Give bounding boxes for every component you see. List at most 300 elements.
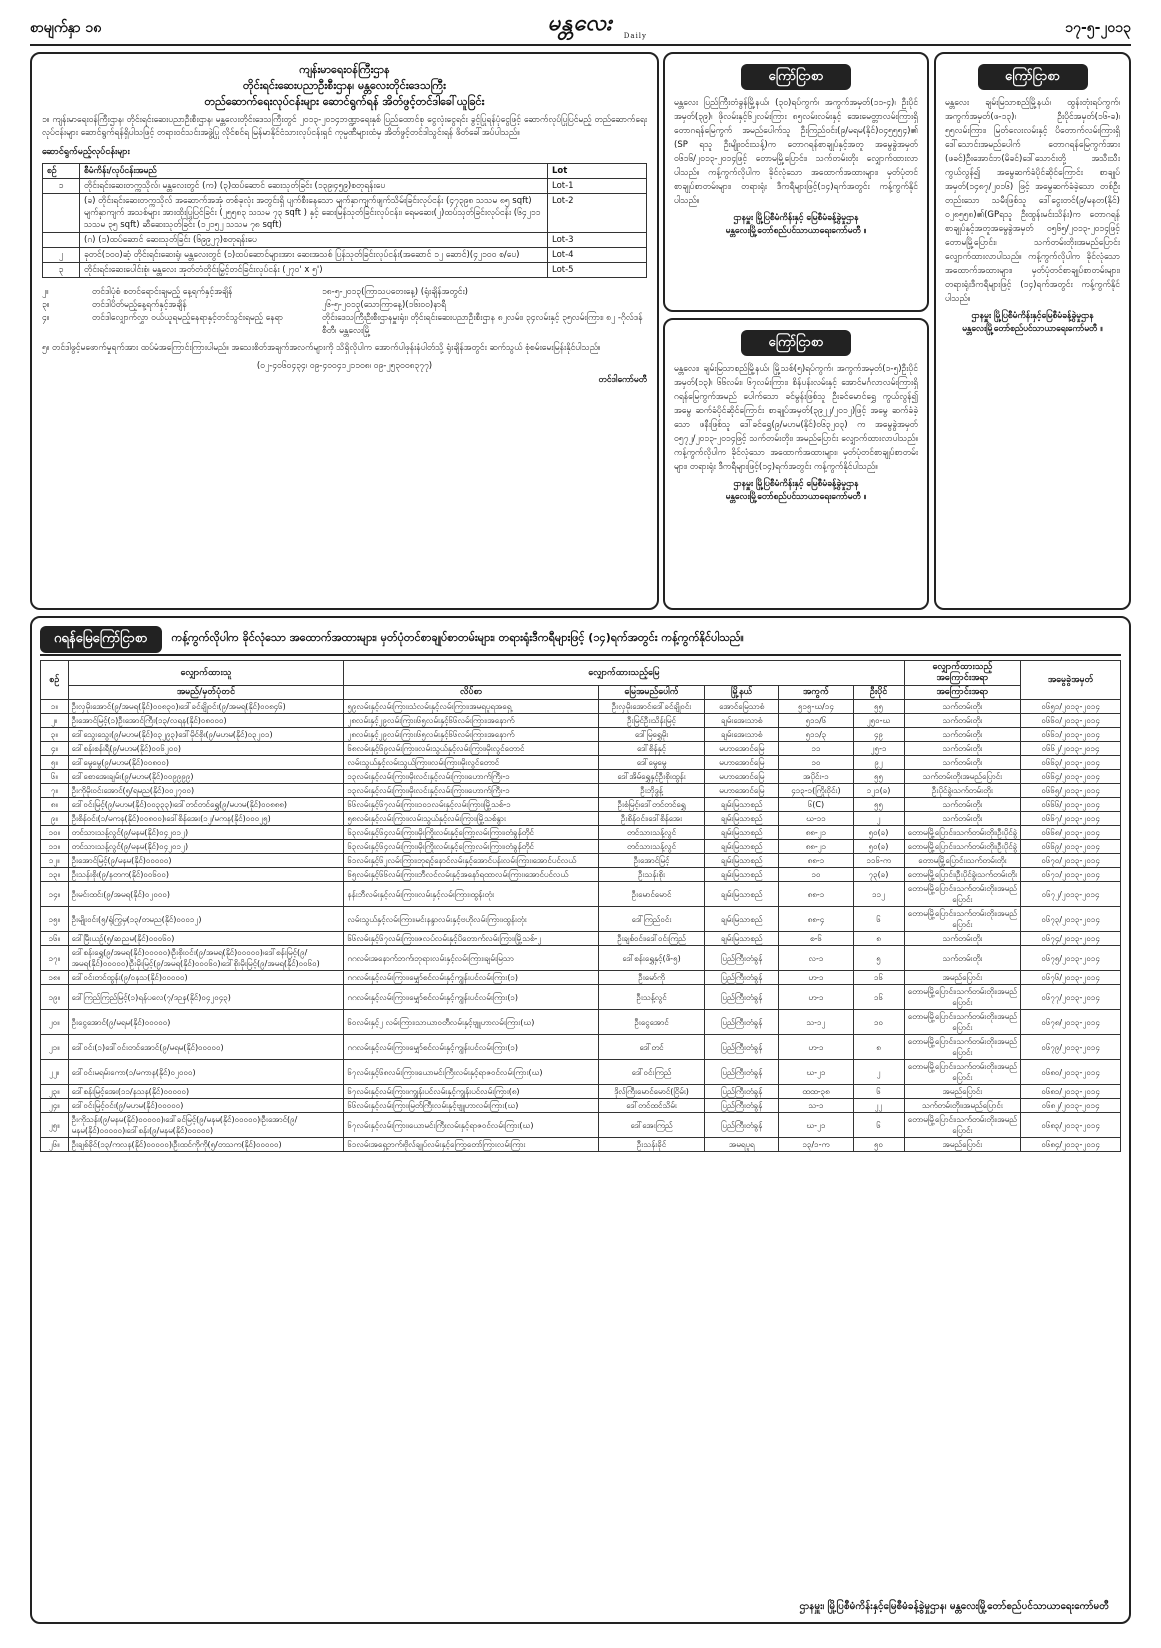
land-plot: ၅၅ (853, 770, 904, 784)
application-subject: အမည်ပြောင်း (904, 1138, 1021, 1152)
applicant-address: လမ်းသွယ်နှင့်လမ်းသွယ်ကြား၊လမ်းကြား၊မိုးလွင်တောင် (344, 756, 599, 770)
land-township: ချမ်းမြသာစည် (705, 798, 779, 812)
application-subject: သက်တမ်းတိုး (904, 932, 1021, 946)
lot-id: Lot-4 (548, 248, 647, 263)
applicant-address: ၅၉လမ်းနှင့်လမ်းကြား၊သံလမ်းနှင့်လမ်းကြား၊အမရပူရအရှေ့ (344, 700, 599, 714)
land-township: ချမ်းမြသာစည် (705, 882, 779, 907)
notice-sign-line: ဌာနမှူး မြို့ပြစီမံကိန်းနှင့်မြေစီမံခန့်ခွဲမှုဌာန (971, 311, 1094, 321)
land-block: ၈၈-၁ (779, 854, 853, 868)
applicant-address: ၅၈လမ်းနှင့်လမ်းကြား၊လမ်းသွယ်နှင့်လမ်းကြား၊မြို့သစ်နွား (344, 812, 599, 826)
land-owner: ဦးငွေအောင် (598, 1010, 704, 1035)
col-header-name: အမည်/မှတ်ပုံတင် (68, 686, 344, 700)
applicant-name: ဦးချစ်ခိုင်(၁၃/ကလန(နိုင်)၀၀၀၀၀)၊ဦးထင်ကိုကို(၅/တသက(နိုင်)၀၀၀၀၀) (68, 1138, 344, 1152)
land-owner: ဒေါ်မွေမွေ (598, 756, 704, 770)
land-block: သ-၁၂ (779, 1010, 853, 1035)
applicant-address: ဂဂလမ်းနှင့်လမ်းကြား၊မျှော်စင်လမ်းနှင့်ကျွန်းပင်လမ်းကြား(၁) (344, 985, 599, 1010)
grant-headline: ကန့်ကွက်လိုပါက ခိုင်လုံသော အထောက်အထားများ၊ မှတ်ပုံတင်စာချုပ်စာတမ်းများ၊ တရားရုံးဒီကရီများဖြင့် (၁၄)ရက်အတွင်း ကန့်ကွက်နိုင်ပါသည်။ (171, 631, 744, 644)
grant-row (41, 1035, 1121, 1060)
applicant-address: ၆၇လမ်းနှင့်၆၈လမ်းကြား၊ယောမင်းကြီးလမ်းနှင့်ရာဇဝင်လမ်းကြား(ဃ) (344, 1060, 599, 1085)
applicant-name: ဦးစိန်ဝင်း(၁/မကန(နိုင်)၀၀၈၀၀)၊ဒေါ်စိန်အေး(၁၂/မကန(နိုင်)၀၀၀၂၅) (68, 812, 344, 826)
application-subject: တောမမြို့ပြောင်း၊ဦးပိုင်ခွဲ၊သက်တမ်းတိုး (904, 868, 1021, 882)
land-plot: ၂၅-၁ (853, 742, 904, 756)
row-no: ၈။ (41, 798, 69, 812)
masthead-logo (505, 8, 655, 40)
land-owner: ဦးသန့်လွင် (598, 985, 704, 1010)
inheritance-ref: ၀၆၇၈/၂၀၁၃-၂၀၁၄ (1021, 1010, 1121, 1035)
land-block: ၈၈-၂၁ (779, 840, 853, 854)
application-subject: သက်တမ်းတိုး (904, 714, 1021, 728)
row-no: ၂၁။ (41, 1035, 69, 1060)
land-block: စ-၆ (779, 932, 853, 946)
notice-sign-line: မန္တလေးမြို့တော်စည်ပင်သာယာရေးကော်မတီ ။ (725, 492, 867, 502)
application-subject: တောမမြို့ပြောင်း၊သက်တမ်းတိုး၊အမည်ပြောင်း (904, 1113, 1021, 1138)
land-township: မဟာအောင်မြေ (705, 742, 779, 756)
applicant-address: လမ်းသွယ်နှင့်လမ်းကြား၊မင်းနန္ဒာလမ်းနှင့်ဗဟိုလမ်းကြား၊ထွန်းတုံး (344, 907, 599, 932)
land-block: ၆(C) (779, 798, 853, 812)
lot-row (43, 194, 647, 233)
schedule-label: တင်ဒါပိတ်မည့်နေ့ရက်နှင့်အချိန် (92, 300, 187, 310)
land-owner: ဒိုလ်ကြီးမောင်မောင်(ငြိမ်း) (598, 1085, 704, 1099)
land-owner: ဦးချစ်ဝင်း၊ဒေါ်ဝင်းကြည် (598, 932, 704, 946)
application-subject: သက်တမ်းတိုး (904, 756, 1021, 770)
applicant-address: ဂဂလမ်းအနောက်ဘက်၊ဘုရားလမ်းနှင့်လမ်းကြား၊ချမ်းမြသာ (344, 946, 599, 971)
tender-title-line: ကျန်းမာရေးဝန်ကြီးဌာန (299, 63, 390, 76)
col-header-plot: ဦးပိုင် (853, 686, 904, 700)
grant-row (41, 1085, 1121, 1099)
lots-header-lot: Lot (548, 164, 647, 179)
land-plot: ၈ (853, 1035, 904, 1060)
applicant-name: ဦးအောင်မြင့်(၉/မနမ(နိုင်)၀၀၀၀၀) (68, 854, 344, 868)
land-plot: ၅၅ (853, 700, 904, 714)
application-subject: အမည်ပြောင်း (904, 1085, 1021, 1099)
application-subject: သက်တမ်းတိုး၊အမည်ပြောင်း (904, 1099, 1021, 1113)
land-plot: ၂ (853, 1060, 904, 1085)
col-header-township: မြို့နယ် (705, 686, 779, 700)
inheritance-ref: ၀၆၇၆/၂၀၁၃-၂၀၁၄ (1021, 971, 1121, 985)
notice-1 (663, 52, 929, 312)
schedule-label: တင်ဒါလျှောက်လွှာ ဝယ်ယူရမည့်နေရာနှင့်တင်သွင်းရမည့် နေရာ (92, 313, 283, 323)
page-date: ၁၇-၅-၂၀၁၃ (1065, 20, 1131, 36)
tender-schedule (42, 286, 647, 338)
application-subject: သက်တမ်းတိုး (904, 946, 1021, 971)
schedule-value: ၁၈-၅-၂၀၁၃(ကြာသပတေးနေ့) (ရုံးချိန်အတွင်း) (322, 287, 468, 297)
grant-row (41, 907, 1121, 932)
lot-desc: (ဂ) (၁)ထပ်ဆောင် ဆေးသုတ်ခြင်း (၆၉၉၂၇)စတုရန်းပေ (80, 233, 548, 248)
land-owner: ဦးသန်းခိုင် (598, 1138, 704, 1152)
notice-sign-line: မန္တလေးမြို့တော်စည်ပင်သာယာရေးကော်မတီ ။ (725, 226, 867, 236)
tender-notice (30, 52, 659, 610)
col-header-address: လိပ်စာ (344, 686, 599, 700)
notice-sign-line: မန္တလေးမြို့တော်စည်ပင်သာယာရေးကော်မတီ ။ (962, 324, 1103, 334)
notice-badge: ကြော်ငြာစာ (978, 64, 1088, 90)
land-block: ၅၁၅-ဃ/၁၄ (779, 700, 853, 714)
inheritance-ref: ၀၆၆၁/၂၀၁၃-၂၀၁၄ (1021, 728, 1121, 742)
land-block: ၁၃/၁-က (779, 1138, 853, 1152)
applicant-address: ၆၀လမ်းနှင့်၂ လမ်းကြား၊သာယာဝတီလမ်းနှင့်ဗျူဟာလမ်းကြား(ဃ) (344, 1010, 599, 1035)
applicant-name: ဒေါ်ဝင်းတင်ထွန်း(၉/ဝနသ(နိုင်)၀၀၀၀၀) (68, 971, 344, 985)
land-block: လ-၁ (779, 946, 853, 971)
land-township: အောင်မြေသာစံ (705, 700, 779, 714)
applicant-address: ၁၃လမ်းနှင့်လမ်းကြား၊မိုးလင်းနှင့်လမ်းကြား၊ဟောက်ကြီး-၁ (344, 784, 599, 798)
land-plot: ၁၀ (853, 1010, 904, 1035)
land-plot: ၉၂ (853, 756, 904, 770)
land-owner: ဒေါ်ကြည်ဝင်း (598, 907, 704, 932)
application-subject: တောမမြို့ပြောင်း၊သက်တမ်းတိုး၊အမည်ပြောင်း (904, 882, 1021, 907)
applicant-name: ဒေါ်စန်းရွှေ(၉/အမရ(နိုင်)၀၀၀၀၀)၊ဦးစိုးဝင်း(၉/အမရ(နိုင်)၀၀၀၀၀)၊ဒေါ်စန်းမြင့်(၉/အမရ(နိုင်)၀၀၀၀၀)၊ဦးမိုးမြင့်(၉/အမရ(နိုင်)၀၀၀၆၀)၊ဒေါ်စိုးမိုးမြင့်(၉/အမရ(နိုင်)၀၀၆၀) (68, 946, 344, 971)
col-header-owner: မြေအမည်ပေါက် (598, 686, 704, 700)
land-township: ချမ်းမြသာစည် (705, 812, 779, 826)
land-owner: ဦးအောင်မြင့် (598, 854, 704, 868)
row-no: ၂၀။ (41, 1010, 69, 1035)
lot-no: ၂ (43, 248, 80, 263)
row-no: ၉။ (41, 812, 69, 826)
inheritance-ref: ၀၆၆၅/၂၀၁၃-၂၀၁၄ (1021, 784, 1121, 798)
lot-row (43, 233, 647, 248)
land-township: ပြည်ကြီးတံခွန် (705, 1060, 779, 1085)
row-no: ၁၁။ (41, 840, 69, 854)
land-block: ၈၈-၄ (779, 907, 853, 932)
notice-2 (663, 318, 929, 610)
grant-header (40, 624, 1121, 656)
application-subject: တောမမြို့ပြောင်း၊သက်တမ်းတိုး၊ဦးပိုင်ခွဲ (904, 840, 1021, 854)
land-block: ၅၁၁/၆ (779, 714, 853, 728)
land-owner: ဦးမြင်ဦး၊သိန်းမြင့် (598, 714, 704, 728)
notice-sign (945, 310, 1120, 336)
inheritance-ref: ၀၆၆၈/၂၀၁၃-၂၀၁၄ (1021, 826, 1121, 840)
grant-row (41, 1138, 1121, 1152)
inheritance-ref: ၀၆၈၄/၂၀၁၃-၂၀၁၄ (1021, 1138, 1121, 1152)
applicant-address: ၆၆လမ်းနှင့်လမ်းကြား၊မြတ်ကြီးလမ်းနှင့်ဗျူဟာလမ်းကြား(ဃ) (344, 1099, 599, 1113)
applicant-name: ဒေါ်ကြည်ကြည်မြင့်(၁)ရန်ပလေ(၇/ဒဉန(နိုင်)၀၄၂၀၄၃) (68, 985, 344, 1010)
schedule-num: ၃။ (42, 300, 50, 310)
page-number: စာမျက်နှာ ၁၈ (30, 20, 102, 36)
application-subject: တောမမြို့ပြောင်း၊သက်တမ်းတိုး၊အမည်ပြောင်း (904, 1060, 1021, 1085)
grant-footer-signer: ဌာနမှူး၊ မြို့ပြစီမံကိန်းနှင့်မြေစီမံခန့်ခွဲမှုဌာန၊ မန္တလေးမြို့တော်စည်ပင်သာယာရေးကော်မတီ (799, 1601, 1109, 1612)
row-no: ၂၂။ (41, 1060, 69, 1085)
row-no: ၆။ (41, 770, 69, 784)
land-plot: ၁၆ (853, 971, 904, 985)
land-block: သ-၁ (779, 1099, 853, 1113)
land-owner: တင်သားသန့်လွင် (598, 840, 704, 854)
tender-phones: (၀၂-၄၀၆၀၄၃၄၊ ၀၉-၄၀၀၄၁၂၁၁၀၈၊ ၀၉-၂၅၃၀၀၈၃၇၇) (256, 361, 433, 371)
inheritance-ref: ၀၆၇၁/၂၀၁၃-၂၀၁၄ (1021, 868, 1121, 882)
applicant-name: ဒေါ်သွေးသွေး(၉/မဟမ(နိုင်)၀၃၂၉၃)ဒေါ်မိုင်စိုး(၉/မဟမ(နိုင်)၀၃၂၀၁) (68, 728, 344, 742)
group-header-reason: လျှောက်ထားသည့် အကြောင်းအရာ (904, 661, 1021, 686)
applicant-name: ဦးကိုသန်း(၉/မနမ(နိုင်)၀၀၀၀၀)၊ဒေါ်ခင်မြင့်(၉/မနမ(နိုင်)၀၀၀၀၀)၊ဦးအောင်(၉/မနမ(နိုင်)၀၀၀၀၀)၊ဒေါ်စန်း(၉/မနမ(နိုင်)၀၀၀၀၀) (68, 1113, 344, 1138)
schedule-value: တိုင်းဒေသကြီးဦးစီးဌာနမှူးရုံး၊ တိုင်းရင်းဆေးပညာဦးစီးဌာန ၈၂လမ်း၊ ၃၄လမ်းနှင့် ၃၅လမ်းကြား၊ ၈၂ -ဂိုလ်ဒန်စီတီ၊ မန္တလေးမြို့ (322, 313, 643, 336)
row-no: ၂၄။ (41, 1099, 69, 1113)
applicant-name: ဒေါ်စောအေးချမ်း(၉/မဟမ(နိုင်)၀၀၉၉၉၉) (68, 770, 344, 784)
applicant-address: ၂၈လမ်းနှင့်၂၉လမ်းကြား၊၆၅လမ်းနှင့်၆၆လမ်းကြား၊အနောက် (344, 714, 599, 728)
applicant-name: ဒေါ်ဝင်းမြင့်(၉/မဟမ(နိုင်)၀၀၃၃၃)၊ဒေါ်တင်တင်ရွှေ(၉/မဟမ(နိုင်)၀၀၈၈၈) (68, 798, 344, 812)
land-block: ၁၀ (779, 756, 853, 770)
schedule-num: ၄။ (42, 313, 50, 323)
grant-row (41, 728, 1121, 742)
row-no: ၇။ (41, 784, 69, 798)
row-no: ၂၆။ (41, 1138, 69, 1152)
land-township: ပြည်ကြီးတံခွန် (705, 946, 779, 971)
applicant-address: ၆၁လမ်းအရှေ့ဘက်၊ဗိုလ်ချုပ်လမ်းနှင့်ကြော့တော်ကြားလမ်းကြား (344, 1138, 599, 1152)
row-no: ၁၈။ (41, 971, 69, 985)
row-no: ၁၀။ (41, 826, 69, 840)
row-no: ၁၆။ (41, 932, 69, 946)
notice-sign-line: ဌာနမှူး မြို့ပြစီမံကိန်းနှင့် မြေစီမံခန့်ခွဲမှုဌာန (733, 213, 859, 223)
tender-title (42, 62, 647, 110)
page-header (30, 8, 1131, 46)
lot-row (43, 179, 647, 194)
inheritance-ref: ၀၆၇၇/၂၀၁၃-၂၀၁၄ (1021, 985, 1121, 1010)
grant-land-notice (30, 616, 1131, 1624)
application-subject: အမည်ပြောင်း (904, 971, 1021, 985)
applicant-name: ဦးလှမိုးအောင်(၉/အမရ(နိုင်)၀၀၈၃၀)၊ဒေါ်ခင်ချိုဝင်း(၉/အမရ(နိုင်)၀၀၈၄၆) (68, 700, 344, 714)
land-block: ဟ-၁ (779, 985, 853, 1010)
inheritance-ref: ၀၆၇၀/၂၀၁၃-၂၀၁၄ (1021, 854, 1121, 868)
inheritance-ref: ၀၆၆၆/၂၀၁၃-၂၀၁၄ (1021, 798, 1121, 812)
applicant-name: ဒေါ်ဝင်း(၁)ဒေါ်ဝင်းတင်အောင်(၉/မရမ(နိုင်)၀၀၀၀၀) (68, 1035, 344, 1060)
grant-row (41, 1113, 1121, 1138)
applicant-name: ဦးမင်းထင်း(၉/အမရ(နိုင်)၀၂၀၀၀) (68, 882, 344, 907)
row-no: ၄။ (41, 742, 69, 756)
applicant-address: ၆၃လမ်းနှင့်၆၄လမ်းကြား၊မိုးကြိုးလမ်းနှင့်ကြော့လမ်းကြား၊တံခွန်တိုင် (344, 840, 599, 854)
row-no: ၁၅။ (41, 907, 69, 932)
land-owner: ဦးစိန်ဝင်း၊ဒေါ်စိန်အေး (598, 812, 704, 826)
applicant-address: ၆၈လမ်းနှင့်၆၉လမ်းကြား၊လမ်းသွယ်နှင့်လမ်းကြား၊မိုးလွင်တောင် (344, 742, 599, 756)
application-subject: သက်တမ်းတိုး (904, 812, 1021, 826)
land-block: ဃ-၂၁ (779, 1060, 853, 1085)
inheritance-ref: ၀၆၇၂/၂၀၁၃-၂၀၁၄ (1021, 882, 1121, 907)
grant-badge: ဂရန်မြေကြော်ငြာစာ (40, 626, 162, 653)
application-subject: သက်တမ်းတိုး (904, 798, 1021, 812)
applicant-name: ဒေါ်မွေမွေ(၉/မဟမ(နိုင်)၀၀၈၀၀) (68, 756, 344, 770)
application-subject: တောမမြို့ပြောင်း၊သက်တမ်းတိုး၊အမည်ပြောင်း (904, 907, 1021, 932)
row-no: ၁။ (41, 700, 69, 714)
land-plot: ၂ (853, 812, 904, 826)
applicant-address: ဂဂလမ်းနှင့်လမ်းကြား၊မျှော်စင်လမ်းနှင့်ကျွန်းပင်လမ်းကြား(၁) (344, 971, 599, 985)
applicant-address: ဂဂလမ်းနှင့်လမ်းကြား၊မျှော်စင်လမ်းနှင့်ကျွန်းပင်လမ်းကြား(၁) (344, 1035, 599, 1060)
application-subject: သက်တမ်းတိုး (904, 728, 1021, 742)
masthead-title: မန္တလေး (547, 10, 613, 36)
land-township: ပြည်ကြီးတံခွန် (705, 1113, 779, 1138)
masthead-sub: Daily (623, 32, 647, 40)
lot-no: ၁ (43, 179, 80, 194)
land-plot: ၁၆ (853, 985, 904, 1010)
land-township: မဟာအောင်မြေ (705, 784, 779, 798)
applicant-name: ဦးငွေအောင်(၉/မရမ(နိုင်)၀၀၀၀၀) (68, 1010, 344, 1035)
lot-no (43, 233, 80, 248)
applicant-name: ဒေါ်ဝင်းမရမ်းကော(၁/မကာန(နိုင်)၀၂၀၀၀) (68, 1060, 344, 1085)
inheritance-ref: ၀၆၆၂/၂၀၁၃-၂၀၁၄ (1021, 742, 1121, 756)
applicant-address: ၆၇လမ်းနှင့်လမ်းကြား၊ကျွန်းပင်လမ်းနှင့်ကျွန်းပင်လမ်းကြား(၈) (344, 1085, 599, 1099)
col-header-block: အကွက် (779, 686, 853, 700)
lot-desc: ခုတင်(၁၀၀)ဆံ့ တိုင်းရင်းဆေးရုံ၊ မန္တလေးတွင် (၁)ထပ်ဆောင်များအား ဆေးအသစ် ပြန်သုတ်ခြင်းလုပ်ငန်း(အဆောင် ၁၂ ဆောင်)(၄၂၁၀၀ စ/ပေ) (80, 248, 548, 263)
schedule-num: ၂။ (42, 287, 49, 297)
grant-table-body (41, 700, 1121, 1152)
schedule-value: ၂၆-၅-၂၀၁၃(သောကြာနေ့)(၁၆း၀၀)နာရီ (322, 300, 446, 310)
grant-table (40, 660, 1121, 1152)
land-owner: ဦးသန်းစိုး (598, 868, 704, 882)
group-header-land: လျှောက်ထားသည့်မြေ (344, 661, 904, 686)
grant-row (41, 868, 1121, 882)
lot-row (43, 248, 647, 263)
lots-table (42, 163, 647, 278)
lot-row (43, 263, 647, 278)
notice-3 (934, 52, 1131, 610)
lot-desc: (ခ) တိုင်းရင်းဆေးတက္ကသိုလ် အဆောက်အအုံ တစ်ခုလုံး အတွင်းရှိ ပျက်စီးနေသော မျက်နှာကျက်ဖျက်သိမ်းခြင်းလုပ်ငန်း (၄၇၃၉၈ သသမ ၈၅ sqft) မျက်နှာကျက် အသစ်များ အားထိုးပြုပြင်ခြင်း (၂၅၅၈၃ သသမ ၇၃ sqft ) နှင့် ဆေးမြန်သုတ်ခြင်းလုပ်ငန်း၊ ရေမဆေး(၂)ထပ်သုတ်ခြင်းလုပ်ငန်း (၆၄၂၁၁ သသမ ၃၅ sqft) ဆီဆေးသုတ်ခြင်း (၁၂၁၅၂ သသမ ၇၈ sqft) (80, 194, 548, 233)
applicant-name: ဦးကိုမိုးဝင်းအောင်(၅/ရမည(နိုင်)၀၀၂၇၀၀) (68, 784, 344, 798)
lot-no (43, 194, 80, 233)
land-plot: ၆ (853, 907, 904, 932)
grant-row (41, 932, 1121, 946)
notice-sign (674, 478, 918, 504)
land-township: ချမ်းမြသာစည် (705, 840, 779, 854)
land-township: ပြည်ကြီးတံခွန် (705, 1085, 779, 1099)
row-no: ၁၉။ (41, 985, 69, 1010)
land-township: ပြည်ကြီးတံခွန် (705, 985, 779, 1010)
row-no: ၂။ (41, 714, 69, 728)
applicant-name: တင်သားသန့်လွင်(၉/မနမ(နိုင်)၀၄၂၀၁၂) (68, 840, 344, 854)
land-owner: ဒေါ်အိမ်ရွှေနှင့်ဦးစိုးထွန်း (598, 770, 704, 784)
grant-row (41, 784, 1121, 798)
applicant-address: ၆၁လမ်းနှင့်၆၂လမ်းကြား၊ဘုရင့်နောင်လမ်းနှင့်အောင်ပန်းလမ်းကြား၊အောင်ပင်လယ် (344, 854, 599, 868)
applicant-address: ၁၃လမ်းနှင့်လမ်းကြား၊မိုးလင်းနှင့်လမ်းကြား၊ဟောက်ကြီး-၁ (344, 770, 599, 784)
application-subject: တောမမြို့ပြောင်း၊သက်တမ်းတိုး၊အမည်ပြောင်း (904, 985, 1021, 1010)
row-no: ၃။ (41, 728, 69, 742)
applicant-name: ဒေါ်ဝင်းမြင့်ဝင်း(၉/မဟမ(နိုင်)၀၀၀၀၀) (68, 1099, 344, 1113)
row-no: ၁၄။ (41, 882, 69, 907)
land-plot: ၁၁၆-က (853, 854, 904, 868)
notice-sign-line: ဌာနမှူး မြို့ပြစီမံကိန်းနှင့် မြေစီမံခန့်ခွဲမှုဌာန (733, 479, 859, 489)
tender-intro: ၁။ ကျန်းမာရေးဝန်ကြီးဌာန၊ တိုင်းရင်းဆေးပညာဦးစီးဌာန၊ မန္တလေးတိုင်းဒေသကြီးတွင် ၂၀၁၃-၂၀၁၄ဘဏ္ဍာရေးနှစ် ပြည်ထောင်စု ငွေလုံးငွေရင်း ခွင့်ပြုရန်ပုံငွေဖြင့် ဆောက်လုပ်ပြုပြင်မည့် တည်ဆောက်ရေးလုပ်ငန်းများ ဆောင်ရွက်ရန်ရှိပါသဖြင့် တရားဝင်သင်းအဖွဲ့ပြု လိုင်စင်ရ မြန်မာနိုင်ငံသားလုပ်ငန်းရှင် ကုမ္ပဏီများထံမှ အိတ်ဖွင့်တင်ဒါသွင်းရန် ဖိတ်ခေါ်အပ်ပါသည်။ (42, 115, 647, 138)
land-plot: ၅၅ (853, 798, 904, 812)
applicant-address: ၆၆လမ်းနှင့်၆၇လမ်းကြား၊၁၀၁လမ်းနှင့်လမ်းကြား၊မြို့သစ်-၁ (344, 798, 599, 812)
grant-row (41, 1010, 1121, 1035)
applicant-name: ဦးမျိုးဝင်း(၅/ရုံကြွမှ(၁၃/တမည(နိုင်)၀၀၀၁၂) (68, 907, 344, 932)
land-block: ၁၀ (779, 868, 853, 882)
applicant-address: ၆၇လမ်းနှင့်လမ်းကြား၊ယောမင်းကြီးလမ်းနှင့်ရာဇဝင်လမ်းကြား(ဃ) (344, 1113, 599, 1138)
grant-row (41, 812, 1121, 826)
land-township: အမရပူရ (705, 1138, 779, 1152)
land-block: ၅၁၁/၃ (779, 728, 853, 742)
application-subject: တောမမြို့ပြောင်း၊သက်တမ်းတိုး၊အမည်ပြောင်း (904, 1010, 1021, 1035)
grant-row (41, 714, 1121, 728)
grant-row (41, 971, 1121, 985)
applicant-address: ၆၆လမ်းနှင့်၆၇လမ်းကြား၊ဇလပ်လမ်းနှင့်ပိတောက်လမ်းကြား၊မြို့သစ်-၂ (344, 932, 599, 946)
land-plot: ၈ (853, 932, 904, 946)
grant-row (41, 798, 1121, 812)
land-block: ဟ-၁ (779, 971, 853, 985)
grant-row (41, 700, 1121, 714)
grant-row (41, 854, 1121, 868)
notice-badge: ကြော်ငြာစာ (741, 330, 851, 356)
grant-row (41, 985, 1121, 1010)
schedule-row (42, 286, 647, 299)
row-no: ၁၃။ (41, 868, 69, 882)
land-block: ၁၁ (779, 742, 853, 756)
land-plot: ၁၁၂ (853, 882, 904, 907)
land-township: ချမ်းမြသာစည် (705, 907, 779, 932)
applicant-address: နန်းဘီလမ်းနှင့်လမ်းကြား၊လမ်းနှင့်လမ်းကြား၊ထွန်းတုံး (344, 882, 599, 907)
tender-title-line: တည်ဆောက်ရေးလုပ်ငန်းများ ဆောင်ရွက်ရန် အိတ်ဖွင့်တင်ဒါခေါ်ယူခြင်း (204, 95, 485, 108)
land-block: ၈၈-၂၁ (779, 826, 853, 840)
land-block: အပိုင်း-၁ (779, 770, 853, 784)
lot-no: ၃ (43, 263, 80, 278)
inheritance-ref: ၀၆၇၉/၂၀၁၃-၂၀၁၄ (1021, 1035, 1121, 1060)
land-township: ချမ်းအေးသာစံ (705, 728, 779, 742)
inheritance-ref: ၀၆၆၀/၂၀၁၃-၂၀၁၄ (1021, 714, 1121, 728)
lot-id: Lot-5 (548, 263, 647, 278)
group-header-applicant: လျှောက်ထားသူ (68, 661, 344, 686)
applicant-name: ဦးသန်းစိုး(၉/နတက(နိုင်)၀၀၆၀၀) (68, 868, 344, 882)
land-owner: တင်သားသန့်လွင် (598, 826, 704, 840)
inheritance-ref: ၀၆၇၃/၂၀၁၃-၂၀၁၄ (1021, 907, 1121, 932)
land-township: ချမ်းမြသာစည် (705, 932, 779, 946)
land-block: ၄၁၃-၁(ကြိုးဝိုင်း) (779, 784, 853, 798)
land-block: ဟ-၁ (779, 1035, 853, 1060)
land-township: ပြည်ကြီးတံခွန် (705, 1010, 779, 1035)
land-owner: ဦးစံမြင့်၊ဒေါ်တင်တင်ရွှေ (598, 798, 704, 812)
land-owner: ဦးမော်ကို (598, 971, 704, 985)
inheritance-ref: ၀၆၈၀/၂၀၁၃-၂၀၁၄ (1021, 1060, 1121, 1085)
applicant-name: ဒေါ်စန်းမြင့်အေး(၁၁/နသန(နိုင်)၀၀၀၀၀) (68, 1085, 344, 1099)
grant-row (41, 1060, 1121, 1085)
land-owner: ဦးဘိုဒွန့် (598, 784, 704, 798)
schedule-row (42, 299, 647, 312)
row-no: ၁၇။ (41, 946, 69, 971)
applicant-address: ၆၅လမ်းနှင့်၆၆လမ်းကြား၊ဘီလင်လမ်းနှင့်အနော်ရထာလမ်းကြား၊အောင်ပင်လယ် (344, 868, 599, 882)
land-plot: ၅၀(ခ) (853, 826, 904, 840)
land-block: ထထ-၃၈ (779, 1085, 853, 1099)
inheritance-ref: ၀၆၆၉/၂၀၁၃-၂၀၁၄ (1021, 840, 1121, 854)
land-plot: ၁၂၁(ခ) (853, 784, 904, 798)
grant-row (41, 756, 1121, 770)
tender-note: ၅။ တင်ဒါဖွင့်မဖောက်မှုရက်အား ထပ်မံအကြောင်းကြားပါမည်။ အသေးစိတ်အချက်အလက်များကို သိရှိလိုပါက အောက်ပါဖုန်းနံပါတ်သို့ ရုံးချိန်အတွင်း ဆက်သွယ် စုံစမ်းမေးမြန်းနိုင်ပါသည်။ (42, 343, 601, 353)
row-no: ၁၂။ (41, 854, 69, 868)
grant-row (41, 826, 1121, 840)
land-plot: ၇၃(ခ) (853, 868, 904, 882)
land-owner: ဒေါ်စန်းရွှေနှင့်(ဖိ-၅) (598, 946, 704, 971)
land-block: ဃ-၂၁ (779, 1113, 853, 1138)
applicant-name: ဒေါ်မြီးယဉ်(၅/ဆညမ(နိုင်)၀၀၀၆၀) (68, 932, 344, 946)
land-owner: ဒေါ်မြရွှေမိုး (598, 728, 704, 742)
grant-row (41, 1099, 1121, 1113)
land-block: ၈၈-၁ (779, 882, 853, 907)
tender-title-line: တိုင်းရင်းဆေးပညာဦးစီးဌာန၊ မန္တလေးတိုင်းဒေသကြီး (243, 79, 446, 92)
application-subject: သက်တမ်းတိုး (904, 700, 1021, 714)
col-header-subject: အကြောင်းအရာ (904, 686, 1021, 700)
grant-row (41, 840, 1121, 854)
inheritance-ref: ၀၆၈၂/၂၀၁၃-၂၀၁၄ (1021, 1099, 1121, 1113)
land-plot: ၂၂ (853, 1099, 904, 1113)
row-no: ၅။ (41, 756, 69, 770)
land-township: ချမ်းအေးသာစံ (705, 714, 779, 728)
applicant-address: ၆၃လမ်းနှင့်၆၄လမ်းကြား၊မိုးကြိုးလမ်းနှင့်ကြော့လမ်းကြား၊တံခွန်တိုင် (344, 826, 599, 840)
notice-sign (674, 212, 918, 238)
grant-row (41, 882, 1121, 907)
application-subject: သက်တမ်းတိုးအမည်ပြောင်း (904, 770, 1021, 784)
lots-header-no: စဉ် (43, 164, 80, 179)
notice-text: မန္တလေး ချမ်းမြသာစည်မြို့နယ်၊ ထွန်းတုံးရပ်ကွက်၊ အကွက်အမှတ်(ဖ-၁၃)၊ ဦးပိုင်အမှတ်(၁၆-ခ)၊ ၅၅လမ်းကြား၊ မြတ်လေးလမ်းနှင့် ပိတောက်လမ်းကြားရှိ ဒေါ်သောင်းအမည်ပေါက် တောဂရန်မြေကွက်အား (ဖခင်)ဦးအောင်ဘ(မိခင်)ဒေါ်သောင်းတို့ အသီးသီး ကွယ်လွန်၍ အမွေဆက်ခံပိုင်ဆိုင်ကြောင်း စာချုပ်အမှတ်(၁၄၈၇/၂၀၁၆) ဖြင့် အမွေဆက်ခံခဲ့သော တစ်ဦးတည်းသော သမီးဖြစ်သူ ဒေါ်ငွေးတင်(၉/မနတ(နိုင်) ၀၂၈၅၅၈)၏(GPရသူ ဦးထွန်းမင်းသိန်း)က တောဂရန်စာချုပ်နှင့်အတူအမွေခွဲအမှတ် ၀၅၆၅/၂၀၁၃-၂၀၁၄ဖြင့် တောမမြို့ပြောင်း၊ သက်တမ်းတိုး၊အမည်ပြောင်း လျှောက်ထားလာပါသည်။ ကန့်ကွက်လိုပါက ခိုင်လုံသော အထောက်အထားများ၊ မှတ်ပုံတင်စာချုပ်စာတမ်းများ၊တရားရုံးဒီကရီများဖြင့် (၁၄)ရက်အတွင်း ကန့်ကွက်နိုင်ပါသည်။ (945, 98, 1120, 304)
col-header-no: စဉ် (41, 661, 69, 700)
land-block: ဃ-၁၁ (779, 812, 853, 826)
application-subject: သက်တမ်းတိုး (904, 742, 1021, 756)
col-header-ref: အမွေခွဲအမှတ် (1021, 661, 1121, 700)
land-plot: ၅၀ (853, 1138, 904, 1152)
land-plot: ၆ (853, 1113, 904, 1138)
inheritance-ref: ၀၆၇၄/၂၀၁၃-၂၀၁၄ (1021, 932, 1121, 946)
application-subject: ဦးပိုင်ခွဲ၊သက်တမ်းတိုး (904, 784, 1021, 798)
notice-badge: ကြော်ငြာစာ (741, 64, 851, 90)
lot-id: Lot-1 (548, 179, 647, 194)
